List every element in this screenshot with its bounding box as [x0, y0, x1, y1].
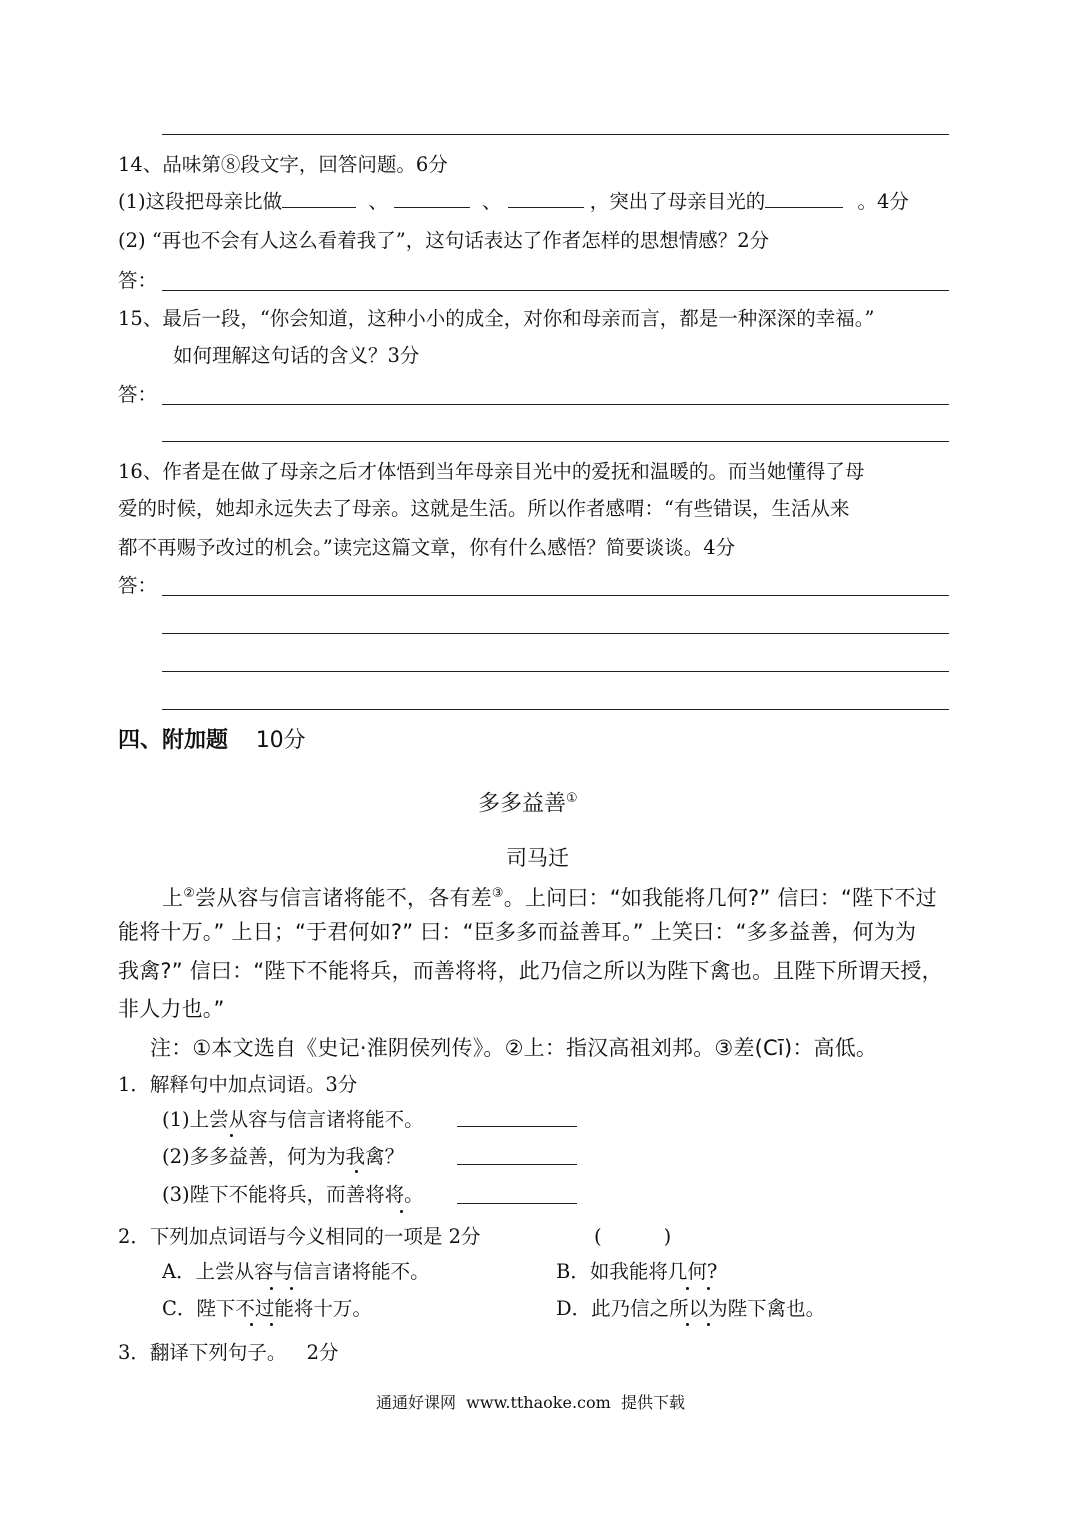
- passage-title: [478, 784, 578, 819]
- answer-line: [162, 134, 949, 135]
- fq2-title: 2．下列加点词语与今义相同的一项是 2分: [118, 1225, 481, 1248]
- passage-note-3: ③: [491, 886, 504, 901]
- emphasis-dot: [250, 1323, 253, 1326]
- fq3-title-text: 3．翻译下列句子。: [118, 1341, 287, 1364]
- q14-sub1-sep1: 、: [368, 190, 388, 213]
- q15-line2: 如何理解这句话的含义？3分: [173, 344, 420, 367]
- emphasis-dot: [270, 1287, 273, 1290]
- fq1-title: 1．解释句中加点词语。3分: [118, 1073, 358, 1096]
- emphasis-dot: [686, 1287, 689, 1290]
- emphasis-dot: [707, 1287, 710, 1290]
- passage-line-1: [162, 880, 937, 912]
- q15-answer-line-1[interactable]: [162, 404, 949, 405]
- blank-1[interactable]: [282, 189, 356, 208]
- blank-2[interactable]: [394, 189, 470, 208]
- fq1-blank-1[interactable]: [457, 1126, 577, 1127]
- section4-points: 10分: [255, 728, 306, 753]
- q16-answer-line-2[interactable]: [162, 633, 949, 634]
- q15-line1: 15、最后一段，“你会知道，这种小小的成全，对你和母亲而言，都是一种深深的幸福。”: [118, 307, 875, 330]
- page-footer: 通通好课网 www.tthaoke.com 提供下载: [376, 1393, 685, 1412]
- fq2-option-c[interactable]: C．陛下不过能将十万。: [162, 1297, 372, 1320]
- passage-p1-pre: 上: [162, 886, 184, 910]
- fq3-points: 2分: [306, 1341, 339, 1364]
- fq1-item-2: (2)多多益善，何为为我禽？: [162, 1145, 405, 1168]
- emphasis-dot: [270, 1323, 273, 1326]
- fq1-blank-3[interactable]: [457, 1203, 577, 1204]
- q14-sub2: (2) “再也不会有人这么看着我了”，这句话表达了作者怎样的思想情感？2分: [118, 229, 770, 252]
- q16-answer-line-3[interactable]: [162, 671, 949, 672]
- passage-note: 注：①本文选自《史记·淮阴侯列传》。②上：指汉高祖刘邦。③差(Cī)：高低。: [150, 1036, 878, 1060]
- emphasis-dot: [686, 1323, 689, 1326]
- fq1-item-3: (3)陛下不能将兵，而善将将。: [162, 1183, 424, 1206]
- passage-title-text: 多多益善: [478, 791, 567, 817]
- passage-line-3: 我禽?” 信曰：“陛下不能将兵，而善将将，此乃信之所以为陛下禽也。且陛下所谓天授，: [118, 959, 943, 983]
- emphasis-dot: [230, 1134, 233, 1137]
- q16-line2: 爱的时候，她却永远失去了母亲。这就是生活。所以作者感喟：“有些错误，生活从来: [118, 497, 850, 520]
- fq1-blank-2[interactable]: [457, 1164, 577, 1165]
- q14-sub1-sep2: 、: [482, 190, 502, 213]
- passage-note-2: ②: [183, 886, 196, 901]
- q16-answer-label: 答：: [118, 574, 158, 597]
- emphasis-dot: [400, 1210, 403, 1213]
- passage-p1-mid: 尝从容与信言诸将能不，各有差: [195, 886, 492, 910]
- q14-sub1-b: ，突出了母亲目光的: [589, 190, 766, 213]
- section4-heading-text: 四、附加题: [118, 728, 229, 753]
- q14-title: 14、品味第⑧段文字，回答问题。6分: [118, 153, 448, 176]
- blank-4[interactable]: [765, 189, 843, 208]
- emphasis-dot: [707, 1323, 710, 1326]
- fq2-option-b[interactable]: B．如我能将几何?: [556, 1260, 718, 1283]
- passage-title-note: ①: [566, 791, 578, 806]
- q16-answer-line-1[interactable]: [162, 595, 949, 596]
- q14-answer-label: 答：: [118, 269, 158, 292]
- q16-line3: 都不再赐予改过的机会。”读完这篇文章，你有什么感悟？简要谈谈。4分: [118, 536, 736, 559]
- q14-sub1-a: (1)这段把母亲比做: [118, 190, 283, 213]
- fq2-option-d[interactable]: D．此乃信之所以为陛下禽也。: [556, 1297, 826, 1320]
- emphasis-dot: [355, 1170, 358, 1173]
- q15-answer-label: 答：: [118, 383, 158, 406]
- fq1-item-1: (1)上尝从容与信言诸将能不。: [162, 1108, 424, 1131]
- passage-author: 司马迁: [506, 846, 569, 870]
- q15-answer-line-2[interactable]: [162, 441, 949, 442]
- fq2-bracket[interactable]: ( ): [594, 1225, 672, 1248]
- q14-sub1: [118, 189, 909, 215]
- fq3-title: [118, 1340, 339, 1366]
- emphasis-dot: [290, 1287, 293, 1290]
- q16-line1: 16、作者是在做了母亲之后才体悟到当年母亲目光中的爱抚和温暖的。而当她懂得了母: [118, 460, 865, 483]
- passage-line-4: 非人力也。”: [118, 997, 225, 1021]
- blank-3[interactable]: [508, 189, 584, 208]
- q14-answer-line[interactable]: [162, 290, 949, 291]
- passage-line-2: 能将十万。” 上日；“于君何如?” 曰：“臣多多而益善耳。” 上笑曰：“多多益善，何为为: [118, 920, 917, 944]
- section4-heading: [118, 726, 306, 756]
- fq2-option-a[interactable]: A．上尝从容与信言诸将能不。: [162, 1260, 430, 1283]
- passage-p1-post: 。上问曰：“如我能将几何?” 信曰：“陛下不过: [503, 886, 937, 910]
- q16-answer-line-4[interactable]: [162, 709, 949, 710]
- q14-sub1-c: 。4分: [857, 190, 909, 213]
